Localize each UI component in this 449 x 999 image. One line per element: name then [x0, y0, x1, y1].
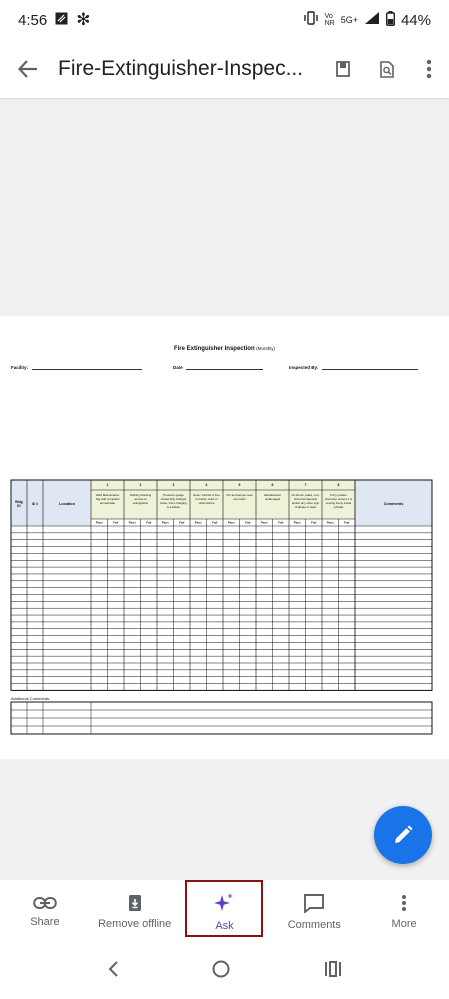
pass-label: Pass [128, 520, 136, 525]
check-number: 3 [172, 483, 175, 487]
bookmark-icon [336, 61, 350, 77]
fail-label: Fail [344, 520, 350, 525]
header-bldg: Bldg [15, 500, 23, 504]
signal-icon [364, 11, 380, 29]
arrow-back-icon [17, 58, 39, 80]
check-description: extinguisher [132, 501, 149, 505]
5g-label: 5G+ [340, 14, 358, 25]
document-viewer[interactable] [0, 98, 449, 880]
share-button[interactable] [0, 880, 90, 944]
ask-button[interactable] [180, 880, 270, 944]
check-description: chemical, ensure it is [325, 497, 352, 501]
check-description: Nothing blocking [129, 493, 152, 497]
check-description: Pin and tamper seal [226, 493, 253, 497]
fail-label: Fail [212, 520, 218, 525]
more-vert-icon [426, 59, 432, 79]
fail-label: Fail [146, 520, 152, 525]
bottom-action-bar [0, 880, 449, 944]
check-number: 6 [271, 483, 274, 487]
header-location: Location [59, 502, 75, 506]
asterisk-icon: ✻ [76, 10, 91, 29]
check-description: cylinder [333, 505, 344, 509]
form-title-note: (Monthly) [256, 346, 276, 351]
inspection-table [0, 316, 449, 759]
more-label: More [391, 918, 417, 930]
check-description: shows fully charged [160, 497, 187, 501]
check-description: annual date [99, 501, 116, 505]
nr-label: NR [324, 20, 335, 27]
edit-fab-button[interactable] [374, 806, 432, 864]
check-description: of cracks, tears or [195, 497, 218, 501]
date-label: Date [173, 365, 183, 370]
fail-label: Fail [113, 520, 119, 525]
check-description: Hose / Nozzle is free [193, 493, 220, 497]
check-description: Handle/Lever [263, 493, 282, 497]
inspected-by-label: Inspected By: [289, 365, 319, 370]
link-icon [33, 896, 57, 910]
more-options-button[interactable] [409, 40, 449, 98]
check-description: Hose, Over charging [160, 501, 187, 505]
pass-label: Pass [293, 520, 301, 525]
back-button[interactable] [0, 40, 56, 98]
status-bar [0, 0, 449, 40]
comment-icon [303, 893, 325, 913]
more-vert-icon [401, 894, 407, 912]
pencil-icon [392, 824, 414, 846]
find-in-page-icon [380, 61, 395, 78]
check-description: of abuse or wear [294, 505, 317, 509]
comments-label: Comments [287, 919, 341, 931]
header-bldg-id: ID [17, 504, 21, 508]
system-navigation-bar [0, 944, 449, 999]
check-description: and/or any other sign [291, 501, 320, 505]
check-number: 2 [139, 483, 142, 487]
header-comments: Comments [383, 502, 404, 506]
fail-label: Fail [311, 520, 317, 525]
check-description: chemical deposits [294, 497, 317, 501]
more-button[interactable] [359, 880, 449, 944]
vibrate-icon [303, 11, 319, 29]
check-description: Valid Maintenance [95, 493, 120, 497]
check-description: moving freely inside [325, 501, 352, 505]
fail-label: Fail [179, 520, 185, 525]
battery-percent: 44% [400, 11, 431, 29]
check-description: Tag with compliant [95, 497, 120, 501]
check-description: is a failure [166, 505, 181, 509]
nav-back-button[interactable] [106, 960, 120, 983]
status-time: 4:56 [18, 11, 48, 29]
header-id: ID # [31, 502, 39, 506]
network-label [325, 13, 335, 27]
home-circle-icon [211, 959, 231, 979]
document-page [0, 316, 449, 759]
find-in-document-button[interactable] [365, 40, 409, 98]
check-number: 4 [205, 483, 208, 487]
pass-label: Pass [326, 520, 334, 525]
document-title: Fire-Extinguisher-Inspec... [58, 57, 304, 80]
remove-offline-label: Remove offline [98, 918, 172, 930]
check-description: are intact [233, 497, 246, 501]
app-bar [0, 40, 449, 98]
volte-label: Vo [324, 13, 333, 20]
nav-home-button[interactable] [211, 959, 231, 984]
facility-label: Facility: [11, 365, 29, 370]
check-number: 5 [238, 483, 241, 487]
fail-label: Fail [245, 520, 251, 525]
header-cell-left [11, 480, 91, 526]
check-description: No Dents, leaks, rust, [291, 493, 320, 497]
offline-download-icon [128, 894, 142, 912]
notification-icon [55, 12, 68, 29]
check-description: If dry powder [330, 493, 347, 497]
comments-button[interactable] [269, 880, 359, 944]
check-number: 1 [106, 483, 109, 487]
pass-label: Pass [260, 520, 268, 525]
pass-label: Pass [95, 520, 103, 525]
check-description: obstructions [198, 501, 215, 505]
chevron-left-icon [106, 960, 120, 978]
pass-label: Pass [227, 520, 235, 525]
form-title-text: Fire Extinguisher Inspection [173, 346, 255, 352]
check-description: access to [134, 497, 147, 501]
ask-label: Ask [215, 920, 234, 932]
check-description: undamaged [264, 497, 281, 501]
battery-icon [386, 11, 395, 30]
bookmark-button[interactable] [321, 40, 365, 98]
pass-label: Pass [161, 520, 169, 525]
additional-comments-label: Additional Comments: [11, 696, 51, 701]
recents-icon [323, 960, 343, 978]
remove-offline-button[interactable] [90, 880, 180, 944]
share-label: Share [30, 916, 60, 928]
nav-recents-button[interactable] [323, 960, 343, 983]
check-number: 8 [337, 483, 340, 487]
check-number: 7 [304, 483, 307, 487]
sparkle-icon [213, 892, 235, 914]
fail-label: Fail [278, 520, 284, 525]
check-description: Pressure gauge [163, 493, 184, 497]
pass-label: Pass [194, 520, 202, 525]
